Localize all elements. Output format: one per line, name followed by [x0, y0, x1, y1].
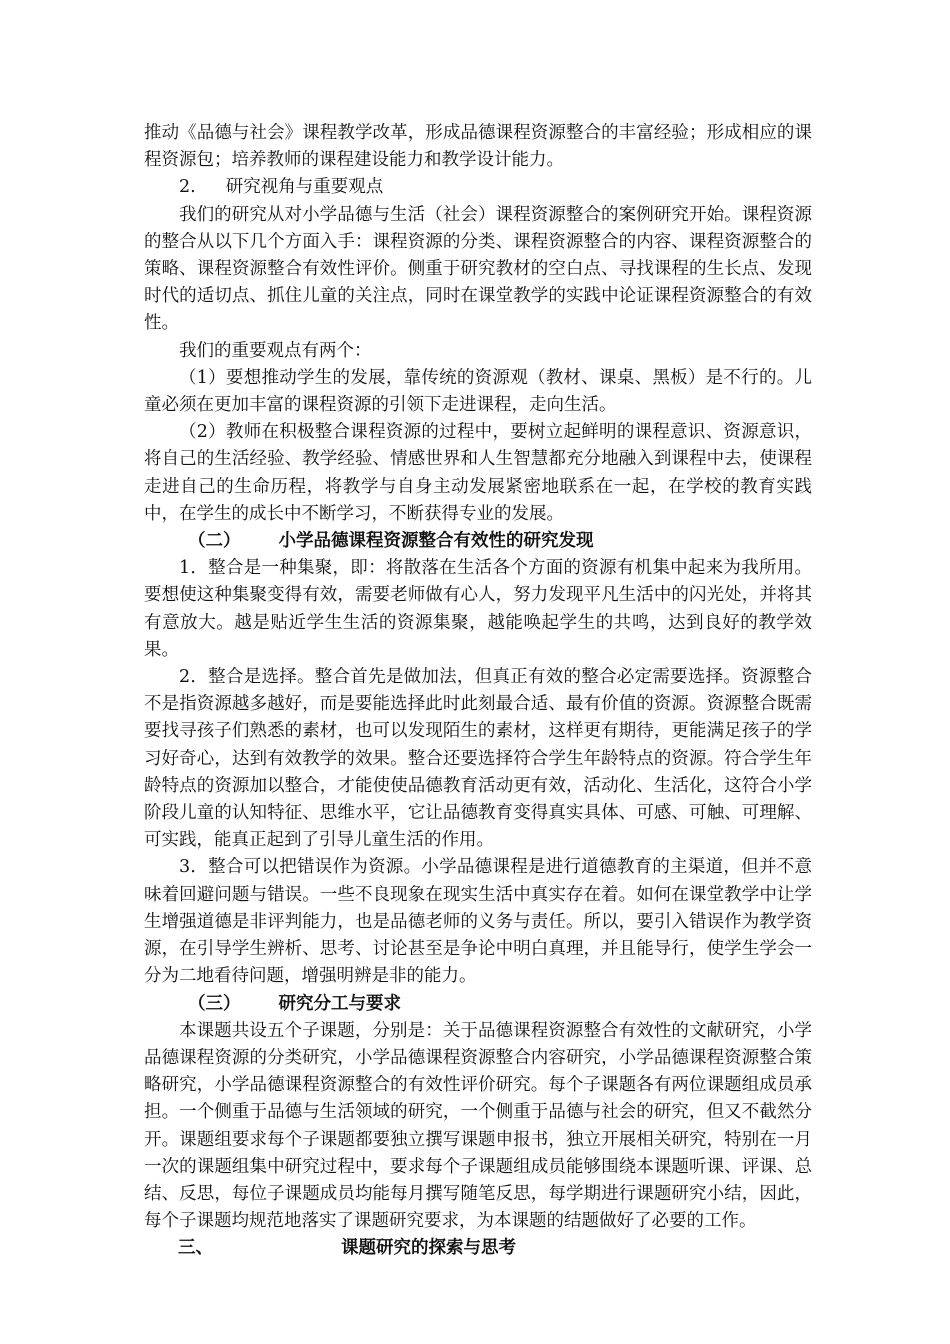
chapter-heading-number: 三、	[178, 1238, 213, 1259]
paragraph-finding-1: 1．整合是一种集聚，即：将散落在生活各个方面的资源有机集中起来为我所用。要想使这种集聚变得有效，需要老师做有心人，努力发现平凡生活中的闪光处，并将其有意放大。越是贴近学生生活的资源集聚，越能唤起学生的共鸣，达到良好的教学效果。	[144, 558, 812, 660]
paragraph-goals-continued: 推动《品德与社会》课程教学改革，形成品德课程资源整合的丰富经验；形成相应的课程资源包；培养教师的课程建设能力和教学设计能力。	[144, 123, 812, 171]
section-heading-title: 研究分工与要求	[278, 993, 401, 1014]
paragraph-key-views-intro: 我们的重要观点有两个：	[179, 340, 372, 361]
paragraph-finding-2: 2．整合是选择。整合首先是做加法，但真正有效的整合必定需要选择。资源整合不是指资源越多越好，而是要能选择此时此刻最合适、最有价值的资源。资源整合既需要找寻孩子们熟悉的素材，也可以发现陌生的素材，这样更有期待，更能满足孩子的学习好奇心，达到有效教学的效果。整合还要选择符合学生年龄特点的资源。符合学生年龄特点的资源加以整合，才能使使品德教育活动更有效，活动化、生活化，这符合小学阶段儿童的认知特征、思维水平，它让品德教育变得真实具体、可感、可触、可理解、可实践，能真正起到了引导儿童生活的作用。	[144, 667, 812, 851]
subheading-number: 2.	[179, 177, 196, 198]
section-heading-number: （三）	[188, 993, 241, 1014]
section-heading-division	[144, 991, 812, 1018]
document-page	[144, 120, 812, 1263]
subheading-research-perspective	[144, 174, 812, 201]
paragraph-subtopics: 本课题共设五个子课题，分别是：关于品德课程资源整合有效性的文献研究，小学品德课程资源的分类研究，小学品德课程资源整合内容研究，小学品德课程资源整合策略研究，小学品德课程资源整合的有效性评价研究。每个子课题各有两位课题组成员承担。一个侧重于品德与生活领域的研究，一个侧重于品德与社会的研究，但又不截然分开。课题组要求每个子课题都要独立撰写课题申报书，独立开展相关研究，特别在一月一次的课题组集中研究过程中，要求每个子课题组成员能够围绕本课题听课、评课、总结、反思，每位子课题成员均能每月撰写随笔反思，每学期进行课题研究小结，因此，每个子课题均规范地落实了课题研究要求，为本课题的结题做好了必要的工作。	[144, 1020, 812, 1232]
paragraph-finding-3: 3．整合可以把错误作为资源。小学品德课程是进行道德教育的主渠道，但并不意味着回避问题与错误。一些不良现象在现实生活中真实存在着。如何在课堂教学中让学生增强道德是非评判能力，也是品德老师的义务与责任。所以，要引入错误作为教学资源，在引导学生辨析、思考、讨论甚至是争论中明白真理，并且能导行，使学生学会一分为二地看待问题，增强明辨是非的能力。	[144, 857, 812, 987]
chapter-heading-exploration	[144, 1235, 812, 1262]
section-heading-number: （二）	[188, 531, 241, 552]
paragraph-research-approach: 我们的研究从对小学品德与生活（社会）课程资源整合的案例研究开始。课程资源的整合从以下几个方面入手：课程资源的分类、课程资源整合的内容、课程资源整合的策略、课程资源整合有效性评价。侧重于研究教材的空白点、寻找课程的生长点、发现时代的适切点、抓住儿童的关注点，同时在课堂教学的实践中论证课程资源整合的有效性。	[144, 204, 812, 334]
subheading-title: 研究视角与重要观点	[225, 177, 384, 198]
section-heading-title: 小学品德课程资源整合有效性的研究发现	[278, 531, 594, 552]
section-heading-findings	[144, 528, 812, 555]
paragraph-view-1: （1）要想推动学生的发展，靠传统的资源观（教材、课桌、黑板）是不行的。儿童必须在更加丰富的课程资源的引领下走进课程，走向生活。	[144, 367, 812, 416]
chapter-heading-title: 课题研究的探索与思考	[341, 1238, 516, 1259]
paragraph-view-2: （2）教师在积极整合课程资源的过程中，要树立起鲜明的课程意识、资源意识，将自己的生活经验、教学经验、情感世界和人生智慧都充分地融入到课程中去，使课程走进自己的生命历程，将教学与自身主动发展紧密地联系在一起，在学校的教育实践中，在学生的成长中不断学习，不断获得专业的发展。	[144, 422, 812, 524]
